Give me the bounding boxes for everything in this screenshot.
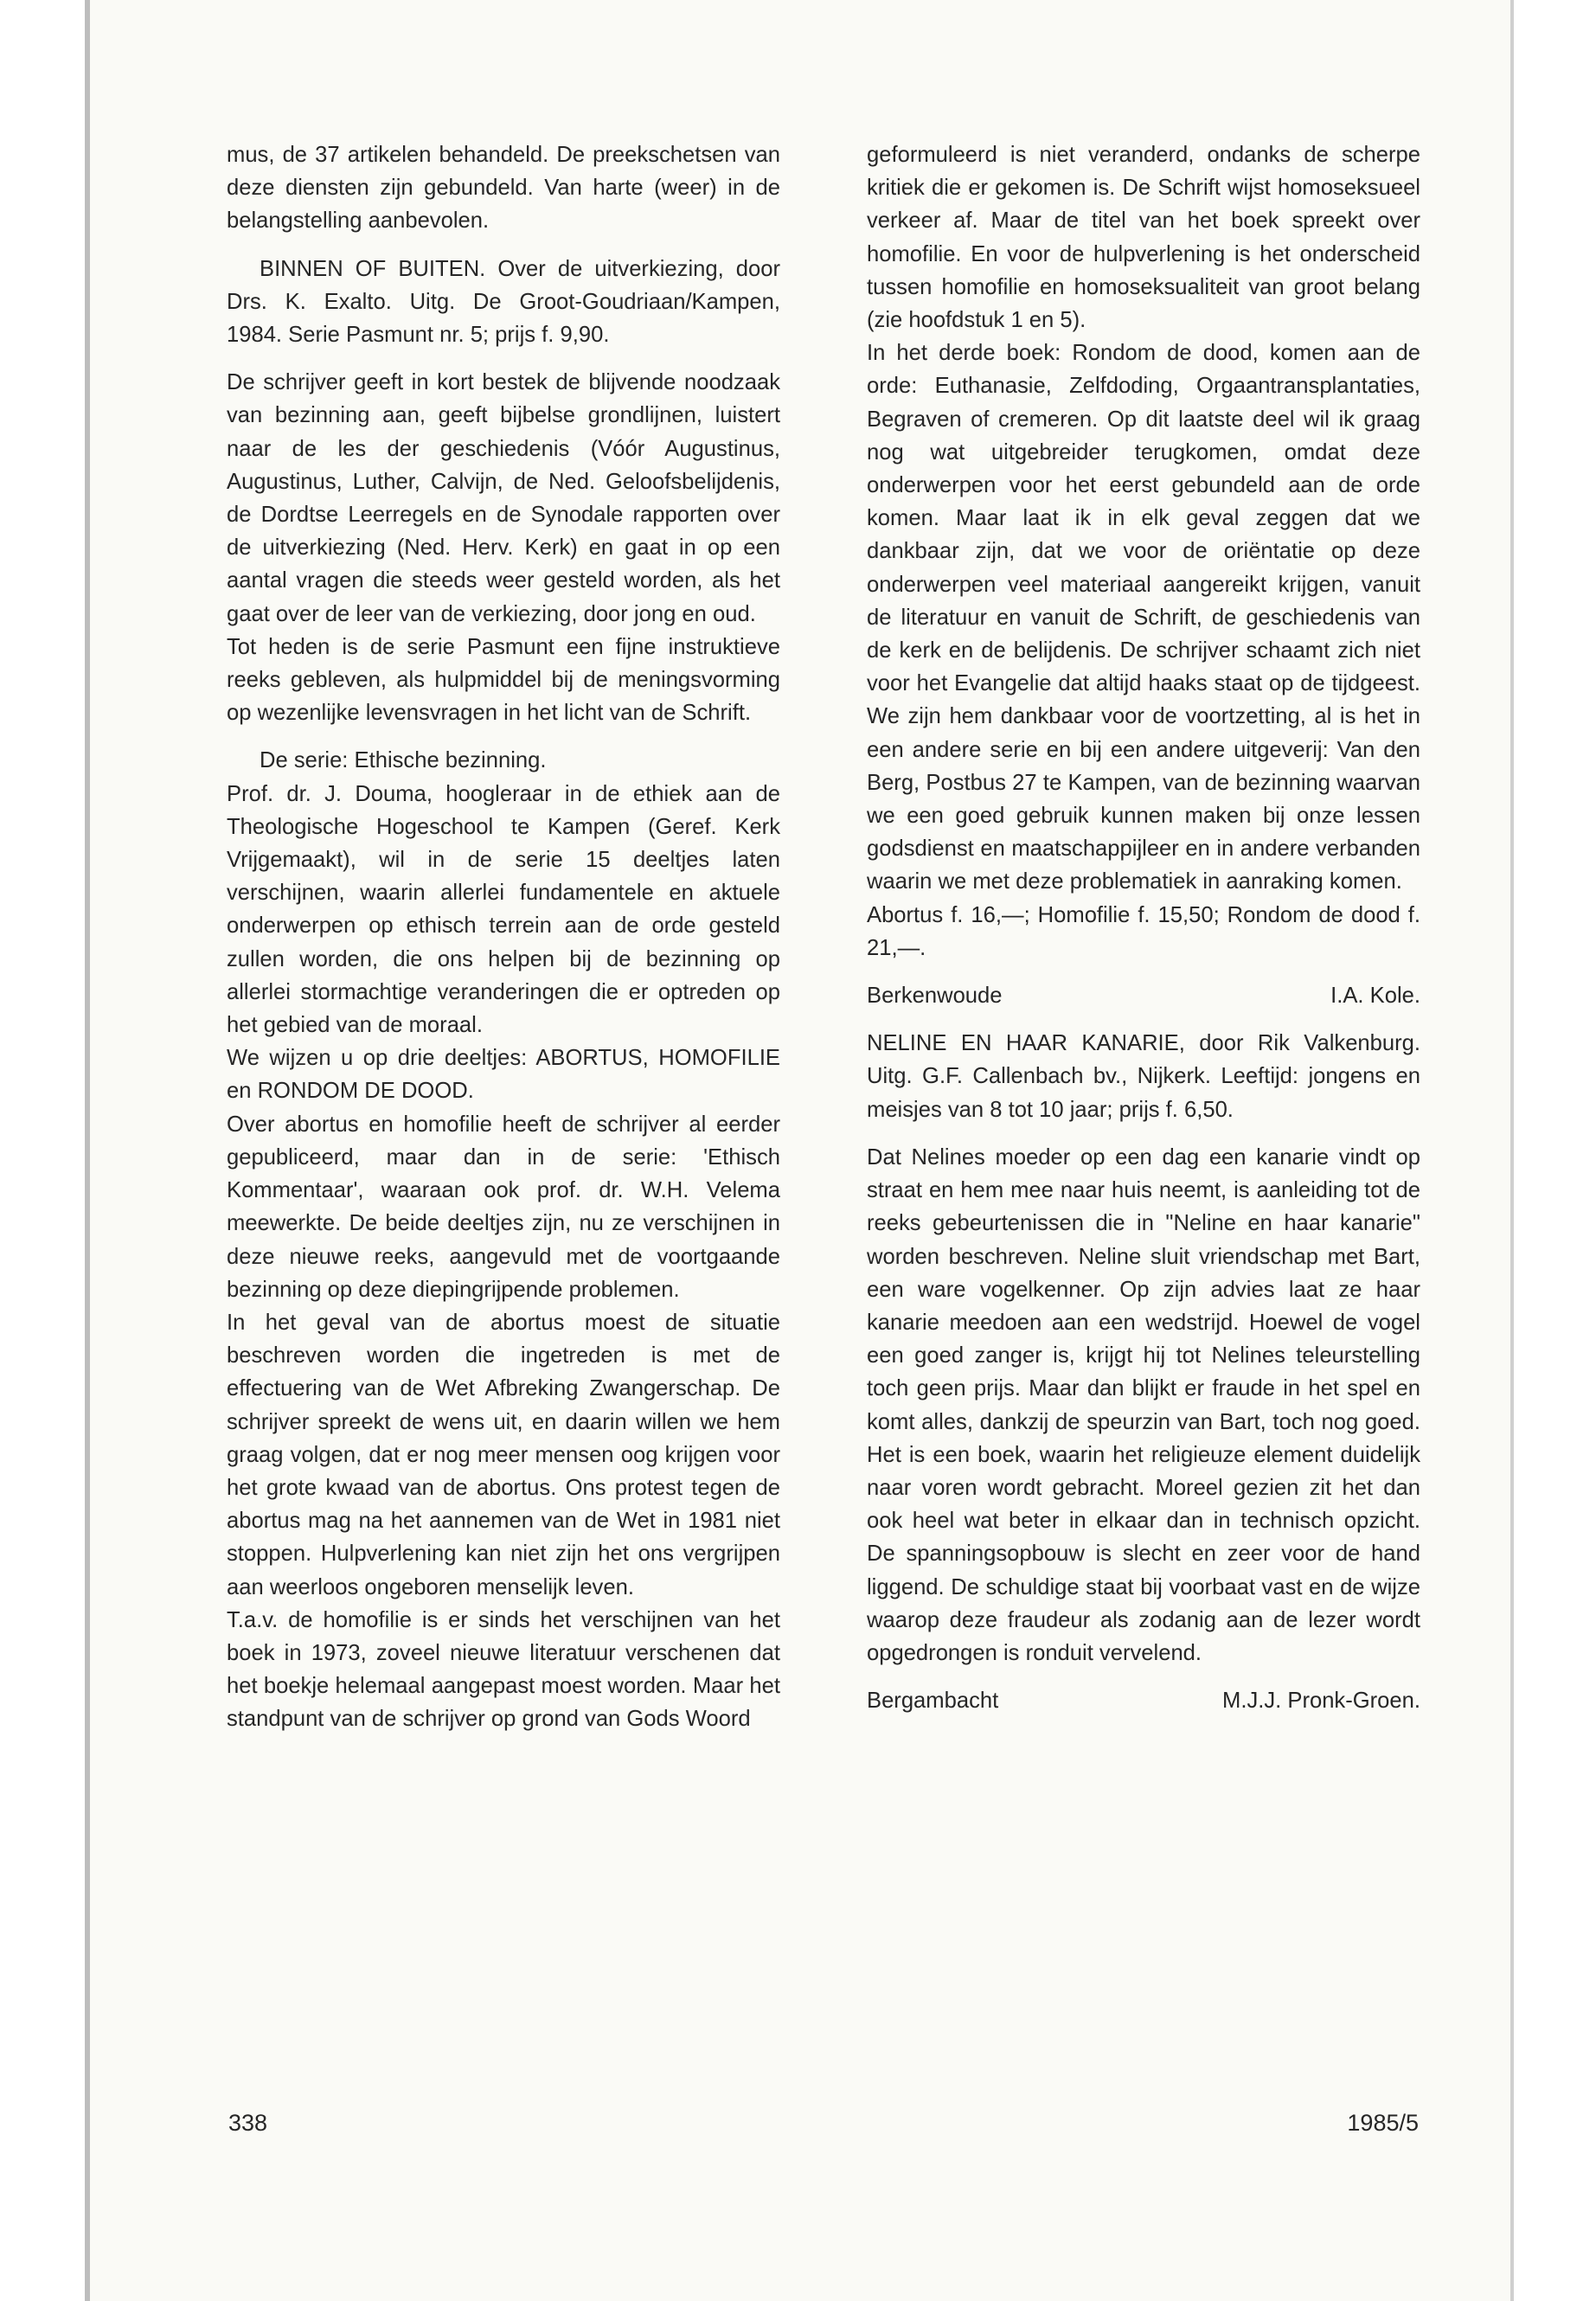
signature-pronk-groen [867,1684,1420,1717]
review-heading-neline: NELINE EN HAAR KANARIE, door Rik Valkenburg. Uitg. G.F. Callenbach bv., Nijkerk. Leeftijd: jongens en meisjes van 8 tot 10 jaar; prijs f. 6,50. [867,1031,1420,1122]
scan-margin-left [0,0,90,2301]
right-column [867,138,1420,1717]
third-book-paragraph: In het derde boek: Rondom de dood, komen aan de orde: Euthanasie, Zelfdoding, Orgaantransplantaties, Begraven of cremeren. Op dit laatste deel wil ik graag nog wat uitgebreider terugkomen, omdat deze onderwerpen voor het eerst gebundeld aan de orde komen. Maar laat ik in elk geval zeggen dat we dankbaar zijn, dat we voor de oriëntatie op deze onderwerpen veel materiaal aangereikt krijgen, vanuit de literatuur en vanuit de Schrift, de geschiedenis van de kerk en de belijdenis. De schrijver schaamt zich niet voor het Evangelie dat altijd haaks staat op de tijdgeest. We zijn hem dankbaar voor de voortzetting, al is het in een andere serie en bij een andere uitgeverij: Van den Berg, Postbus 27 te Kampen, van de bezinning waarvan we een goed gebruik kunnen maken bij onze lessen godsdienst en maatschappijleer en in andere verbanden waarin we met deze problematiek in aanraking komen. [867,341,1420,894]
review-heading-binnen-of-buiten: BINNEN OF BUITEN. Over de uitverkiezing, door Drs. K. Exalto. Uitg. De Groot-Goudriaan/Kampen, 1984. Serie Pasmunt nr. 5; prijs f. 9,90. [227,256,780,348]
series-body-paragraph: T.a.v. de homofilie is er sinds het verschijnen van het boek in 1973, zoveel nieuwe literatuur verschenen dat het boekje helemaal aangepast moest worden. Maar het standpunt van de schrijver op grond van Gods Woord [227,1607,780,1732]
page-number: 338 [228,2110,268,2136]
signature-kole [867,979,1420,1012]
series-body-paragraph: Prof. dr. J. Douma, hoogleraar in de ethiek aan de Theologische Hogeschool te Kampen (Geref. Kerk Vrijgemaakt), wil in de serie 15 deeltjes laten verschijnen, waarin allerlei fundamentele en aktuele onderwerpen op ethisch terrein aan de orde gesteld zullen worden, die ons helpen bij de bezinning op allerlei stormachtige veranderingen die er optreden op het gebied van de moraal. [227,781,780,1038]
prices-paragraph: Abortus f. 16,—; Homofilie f. 15,50; Rondom de dood f. 21,—. [867,902,1420,960]
issue-number: 1985/5 [1347,2110,1419,2136]
scan-margin-right [1510,0,1596,2301]
series-body-paragraph: Over abortus en homofilie heeft de schrijver al eerder gepubliceerd, maar dan in de serie: 'Ethisch Kommentaar', waaraan ook prof. dr. W.H. Velema meewerkte. De beide deeltjes zijn, nu ze verschijnen in deze nieuwe reeks, aangevuld met de voortgaande bezinning op deze diepingrijpende problemen. [227,1112,780,1302]
review-body-neline: Dat Nelines moeder op een dag een kanarie vindt op straat en hem mee naar huis neemt, is aanleiding tot de reeks gebeurtenissen die in "Neline en haar kanarie" worden beschreven. Neline sluit vriendschap met Bart, een ware vogelkenner. Op zijn advies laat ze haar kanarie meedoen aan een wedstrijd. Hoewel de vogel een goed zanger is, krijgt hij tot Nelines teleurstelling toch geen prijs. Maar dan blijkt er fraude in het spel en komt alles, dankzij de speurzin van Bart, toch nog goed. Het is een boek, waarin het religieuze element duidelijk naar voren wordt gebracht. Moreel gezien zit het dan ook heel wat beter in elkaar dan in technisch opzicht. De spanningsopbouw is slecht en zeer voor de hand liggend. De schuldige staat bij voorbaat vast en de wijze waarop deze fraudeur als zodanig aan de lezer wordt opgedrongen is ronduit vervelend. [867,1144,1420,1665]
review-body-paragraph: Tot heden is de serie Pasmunt een fijne instruktieve reeks gebleven, als hulpmiddel bij de meningsvorming op wezenlijke levensvragen in het licht van de Schrift. [227,634,780,726]
series-heading: De serie: Ethische bezinning. [260,748,547,773]
review-body-paragraph: De schrijver geeft in kort bestek de blijvende noodzaak van bezinning aan, geeft bijbelse grondlijnen, luistert naar de les der geschiedenis (Vóór Augustinus, Augustinus, Luther, Calvijn, de Ned. Geloofsbelijdenis, de Dordtse Leerregels en de Synodale rapporten over de uitverkiezing (Ned. Herv. Kerk) en gaat in op een aantal vragen die steeds weer gesteld worden, als het gaat over de leer van de verkiezing, door jong en oud. [227,370,780,626]
continuation-paragraph: geformuleerd is niet veranderd, ondanks de scherpe kritiek die er gekomen is. De Schrift wijst homoseksueel verkeer af. Maar de titel van het boek spreekt over homofilie. En voor de hulpverlening is het onderscheid tussen homofilie en homoseksualiteit van groot belang (zie hoofdstuk 1 en 5). [867,143,1420,333]
signature-name: I.A. Kole. [1330,984,1420,1009]
signature-place: Bergambacht [867,1689,999,1714]
signature-place: Berkenwoude [867,984,1003,1009]
signature-name: M.J.J. Pronk-Groen. [1222,1689,1420,1714]
series-body-paragraph: In het geval van de abortus moest de situatie beschreven worden die ingetreden is met de effectuering van de Wet Afbreking Zwangerschap. De schrijver spreekt de wens uit, en daarin willen we hem graag volgen, dat er nog meer mensen oog krijgen voor het grote kwaad van de abortus. Ons protest tegen de abortus mag na het aannemen van de Wet in 1981 niet stoppen. Hulpverlening kan niet zijn het ons vergrijpen aan weerloos ongeboren menselijk leven. [227,1310,780,1599]
series-body-paragraph: We wijzen u op drie deeltjes: ABORTUS, HOMOFILIE en RONDOM DE DOOD. [227,1046,780,1104]
intro-paragraph: mus, de 37 artikelen behandeld. De preekschetsen van deze diensten zijn gebundeld. Van harte (weer) in de belangstelling aanbevolen. [227,143,780,234]
left-column [227,138,780,1736]
